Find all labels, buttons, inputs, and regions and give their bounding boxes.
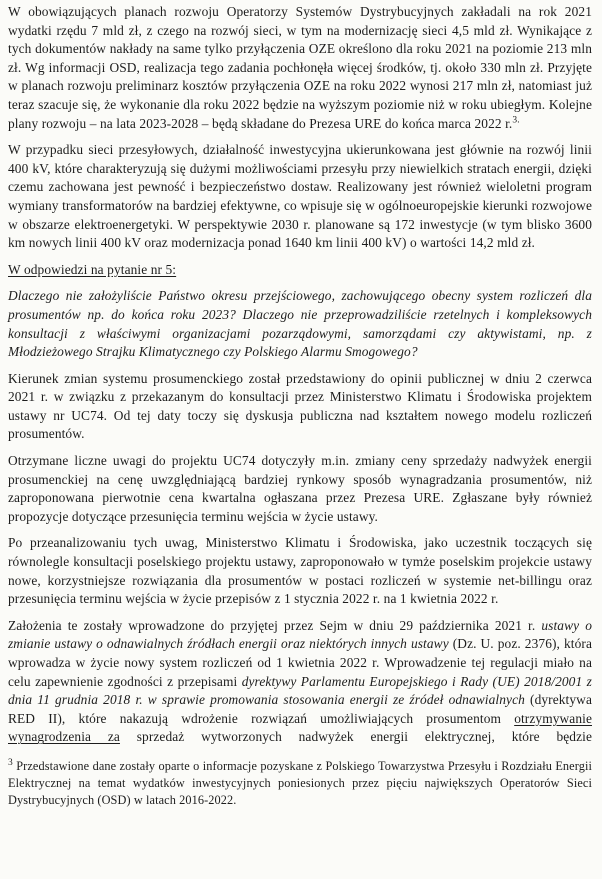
paragraph-transmission-network [8,141,592,253]
section-heading-answer-question-5: W odpowiedzi na pytanie nr 5: [8,261,177,277]
paragraph-transmission-network-text: W przypadku sieci przesyłowych, działalność inwestycyjna ukierunkowana jest głównie na rozwój linii 400 kV, które charakteryzują się dużymi możliwościami przesyłu przy niewielkich stratach energii, dzięki czemu zachowana jest pewność i bezpieczeństwo dostaw. Realizowany jest również wieloletni program wymiany transformatorów na bardziej efektywne, co wpisuje się w ogólnoeuropejskie kierunki rozwojowe w obszarze elektroenergetyki. W perspektywie 2030 r. planowane są 172 inwestycje (w tym blisko 3600 km nowych linii 400 kV oraz modernizacja ponad 1640 km linii 400 kV) o wartości 14,2 mld zł. [8,142,592,251]
paragraph-ministry-response-text: Po przeanalizowaniu tych uwag, Ministerstwo Klimatu i Środowiska, jako uczestnik toczących się równolegle konsultacji poselskiego projektu ustawy, zaproponowało w tymże poselskim projekcie ustawy nowe, korzystniejsze rozwiązania dla prosumentów w postaci rozliczeń w systemie net-billingu oraz przesunięcia terminu wejścia w życie przepisów z 1 stycznia 2022 r. na 1 kwietnia 2022 r. [8,535,592,607]
paragraph-investment-plans [8,3,592,133]
paragraph-sejm-act-run-3: (Dz. U. poz. 2376), która wprowadza w życie nowy system rozliczeń od 1 kwietnia 2022 r. Wprowadzenie tej regulacji miało na celu zapewnienie zgodności z przepisami [8,636,592,689]
footnote-3-text: Przedstawione dane zostały oparte o informacje pozyskane z Polskiego Towarzystwa Przesyłu i Rozdziału Energii Elektrycznej na temat wydatków inwestycyjnych poniesionych przez pięciu największych Operatorów Sieci Dystrybucyjnych (OSD) w latach 2016-2022. [8,758,592,808]
paragraph-prosumer-direction [8,370,592,444]
footnote-3-marker: 3 [8,757,13,768]
question-paragraph [8,287,592,361]
footnote-3 [8,758,592,810]
paragraph-sejm-act-run-7: sprzedaż wytworzonych nadwyżek energii elektrycznej, które będzie [119,729,593,745]
paragraph-sejm-act-run-5: (dyrektywa RED II), które nakazują wdrożenie rozwiązań umożliwiających prosumentom [8,692,592,726]
paragraph-sejm-act [8,617,592,747]
paragraph-sejm-act-run-1: Założenia te zostały wprowadzone do przyjętej przez Sejm w dniu 29 października 2021 r. [8,617,542,633]
paragraph-ministry-response [8,534,592,608]
paragraph-uc74-remarks [8,452,592,526]
question-paragraph-text: Dlaczego nie założyliście Państwo okresu przejściowego, zachowującego obecny system rozliczeń dla prosumentów np. do końca roku 2023? Dlaczego nie przeprowadziliście rzetelnych i kompleksowych konsultacji z właściwymi organizacjami pozarządowymi, samorządami czy aktywistami, np. z Młodzieżowego Strajku Klimatycznego czy Polskiego Alarmu Smogowego? [8,288,592,360]
footnote-reference-3: 3. [512,115,520,126]
paragraph-uc74-remarks-text: Otrzymane liczne uwagi do projektu UC74 dotyczyły m.in. zmiany ceny sprzedaży nadwyżek energii prosumenckiej na cenę uwzględniającą bardziej rynkowy sposób wynagradzania prosumentów, niż zaproponowana pierwotnie cena kwartalna ogłaszana przez Prezesa URE. Zgłaszane były również propozycje dotyczące przesunięcia terminu wejścia w życie ustawy. [8,453,592,524]
paragraph-prosumer-direction-text: Kierunek zmian systemu prosumenckiego został przedstawiony do opinii publicznej w dniu 2 czerwca 2021 r. w związku z przekazanym do konsultacji przez Ministerstwo Klimatu i Środowiska projektem ustawy nr UC74. Od tej daty toczy się dyskusja publiczna nad kształtem nowego modelu rozliczeń prosumentów. [8,370,592,442]
paragraph-sejm-act-underlined-phrase: otrzymywanie wynagrodzenia za [8,710,592,745]
paragraph-sejm-act-directive-title-italic: dyrektywy Parlamentu Europejskiego i Rady (UE) 2018/2001 z dnia 11 grudnia 2018 r. w sprawie promowania stosowania energii ze źródeł odnawialnych [8,673,592,708]
paragraph-investment-plans-text: W obowiązujących planach rozwoju Operatorzy Systemów Dystrybucyjnych zakładali na rok 2021 wydatki rzędu 7 mld zł, z czego na rozwój sieci, w tym na modernizację sieci 4,5 mld zł. Wynikające z tych dokumentów nakłady na same tylko przyłączenia OZE określono dla roku 2021 na poziomie 213 mln zł. Wg informacji OSD, realizacja tego zadania pochłonęła więcej środków, tj. około 330 mln zł. Przyjęte w planach rozwoju preliminarz kosztów przyłączenia OZE na roku 2022 wynosi 217 mln zł, natomiast już teraz szacuje się, że wykonanie dla roku 2022 będzie na wyższym poziomie niż w roku ubiegłym. Kolejne plany rozwoju – na lata 2023-2028 – będą składane do Prezesa URE do końca marca 2022 r. [8,4,592,131]
paragraph-sejm-act-act-title-italic: ustawy o zmianie ustawy o odnawialnych źródłach energii oraz niektórych innych ustawy [8,617,592,652]
